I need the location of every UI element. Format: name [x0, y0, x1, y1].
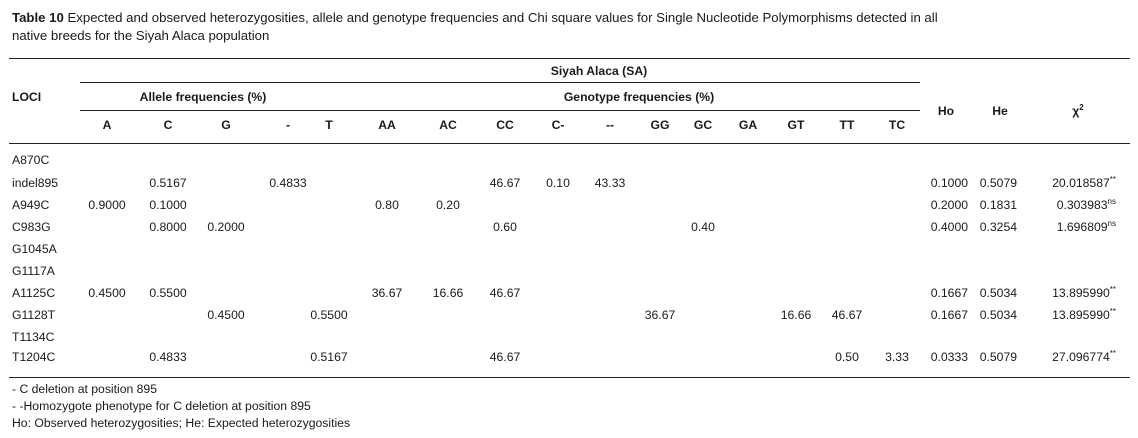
- column-header: A: [102, 118, 112, 132]
- he-cell: 0.5034: [979, 308, 1017, 322]
- table-cell: 0.20: [436, 198, 460, 212]
- significance-marker: **: [1109, 348, 1116, 358]
- table-cell: 0.9000: [88, 198, 126, 212]
- locus-name: G1128T: [12, 308, 56, 322]
- column-header: AA: [378, 118, 396, 132]
- table-cell: 0.5167: [310, 350, 348, 364]
- top-rule: [9, 58, 1130, 59]
- column-header: --: [605, 118, 615, 132]
- locus-name: A1125C: [12, 286, 56, 300]
- table-cell: 16.66: [432, 286, 464, 300]
- chi-square-value: 13.895990: [1052, 308, 1110, 322]
- column-header: T: [325, 118, 333, 132]
- caption-line2: native breeds for the Siyah Alaca population: [12, 28, 270, 43]
- header-ho: Ho: [937, 104, 955, 118]
- locus-name: G1117A: [12, 264, 55, 278]
- table-label: Table 10: [12, 10, 64, 25]
- significance-marker: **: [1109, 306, 1116, 316]
- column-header: TT: [839, 118, 855, 132]
- table-cell: 0.5167: [149, 176, 187, 190]
- table-cell: 0.5500: [310, 308, 348, 322]
- table-caption: [12, 9, 1127, 45]
- table-cell: 0.4500: [207, 308, 245, 322]
- group-underline: [80, 82, 920, 83]
- chi-square-cell: [1057, 220, 1116, 234]
- table-cell: 0.40: [691, 220, 715, 234]
- column-header: -: [285, 118, 291, 132]
- header-allele-group: Allele frequencies (%): [139, 90, 267, 104]
- column-header: GC: [693, 118, 713, 132]
- chi-square-value: 13.895990: [1052, 286, 1110, 300]
- table-cell: 0.4833: [149, 350, 187, 364]
- column-header: C: [163, 118, 173, 132]
- table-cell: 0.5500: [149, 286, 187, 300]
- header-loci: LOCI: [12, 90, 42, 104]
- table-cell: 36.67: [371, 286, 403, 300]
- locus-name: T1134C: [12, 330, 55, 344]
- table-cell: 46.67: [489, 350, 521, 364]
- table-cell: 0.2000: [207, 220, 245, 234]
- table-cell: 46.67: [831, 308, 863, 322]
- footnote-deletion: - C deletion at position 895: [12, 382, 157, 396]
- chi-square-cell: [1057, 198, 1116, 212]
- he-cell: 0.5079: [979, 176, 1017, 190]
- chi-square-value: 20.018587: [1052, 176, 1110, 190]
- chi-square-cell: [1052, 308, 1116, 322]
- header-chi: [1072, 104, 1083, 118]
- column-header: GT: [787, 118, 805, 132]
- ho-cell: 0.1000: [930, 176, 968, 190]
- column-header: AC: [439, 118, 457, 132]
- column-header: G: [221, 118, 231, 132]
- table-cell: 0.50: [835, 350, 859, 364]
- he-cell: 0.1831: [979, 198, 1017, 212]
- he-cell: 0.5079: [979, 350, 1017, 364]
- bottom-rule: [9, 377, 1130, 378]
- ho-cell: 0.4000: [930, 220, 968, 234]
- ho-cell: 0.1667: [930, 286, 968, 300]
- chi-square-value: 27.096774: [1052, 350, 1110, 364]
- locus-name: T1204C: [12, 350, 56, 364]
- chi-square-cell: [1052, 176, 1116, 190]
- locus-name: C983G: [12, 220, 51, 234]
- header-chi-exponent: 2: [1079, 102, 1084, 112]
- column-header: GA: [738, 118, 758, 132]
- table-cell: 0.4500: [88, 286, 126, 300]
- table-cell: 46.67: [489, 286, 521, 300]
- table-cell: 46.67: [489, 176, 521, 190]
- column-header: C-: [551, 118, 565, 132]
- subgroup-underline: [80, 110, 920, 111]
- locus-name: A949C: [12, 198, 50, 212]
- table-cell: 43.33: [594, 176, 626, 190]
- header-he: He: [992, 104, 1008, 118]
- he-cell: 0.5034: [979, 286, 1017, 300]
- footnote-heterozygosity: Ho: Observed heterozygosities; He: Expected heterozygosities: [12, 416, 351, 430]
- header-genotype-group: Genotype frequencies (%): [563, 90, 715, 104]
- chi-square-cell: [1052, 350, 1116, 364]
- significance-marker: ns: [1107, 196, 1116, 206]
- table-cell: 0.60: [493, 220, 517, 234]
- chi-square-value: 0.303983: [1056, 198, 1108, 212]
- table-cell: 16.66: [780, 308, 812, 322]
- chi-square-value: 1.696809: [1056, 220, 1108, 234]
- caption-line1: Expected and observed heterozygosities, allele and genotype frequencies and Chi square values for Single Nucleotide Polymorphisms detected in all: [67, 10, 938, 25]
- significance-marker: **: [1109, 174, 1116, 184]
- he-cell: 0.3254: [979, 220, 1017, 234]
- header-rule: [9, 143, 1130, 144]
- header-chi-symbol: χ: [1072, 104, 1080, 118]
- footnote-homozygote: - -Homozygote phenotype for C deletion at position 895: [12, 399, 311, 413]
- locus-name: indel895: [12, 176, 59, 190]
- table-cell: 0.8000: [149, 220, 187, 234]
- ho-cell: 0.0333: [930, 350, 968, 364]
- column-header: TC: [888, 118, 906, 132]
- table-cell: 0.80: [375, 198, 399, 212]
- locus-name: A870C: [12, 153, 50, 167]
- header-group: Siyah Alaca (SA): [550, 64, 648, 78]
- ho-cell: 0.1667: [930, 308, 968, 322]
- significance-marker: **: [1109, 284, 1116, 294]
- column-header: CC: [496, 118, 514, 132]
- ho-cell: 0.2000: [930, 198, 968, 212]
- locus-name: G1045A: [12, 242, 57, 256]
- table-cell: 36.67: [644, 308, 676, 322]
- chi-square-cell: [1052, 286, 1116, 300]
- significance-marker: ns: [1107, 218, 1116, 228]
- table-cell: 0.10: [546, 176, 570, 190]
- column-header: GG: [650, 118, 670, 132]
- table-cell: 3.33: [885, 350, 909, 364]
- table-cell: 0.1000: [149, 198, 187, 212]
- table-cell: 0.4833: [269, 176, 307, 190]
